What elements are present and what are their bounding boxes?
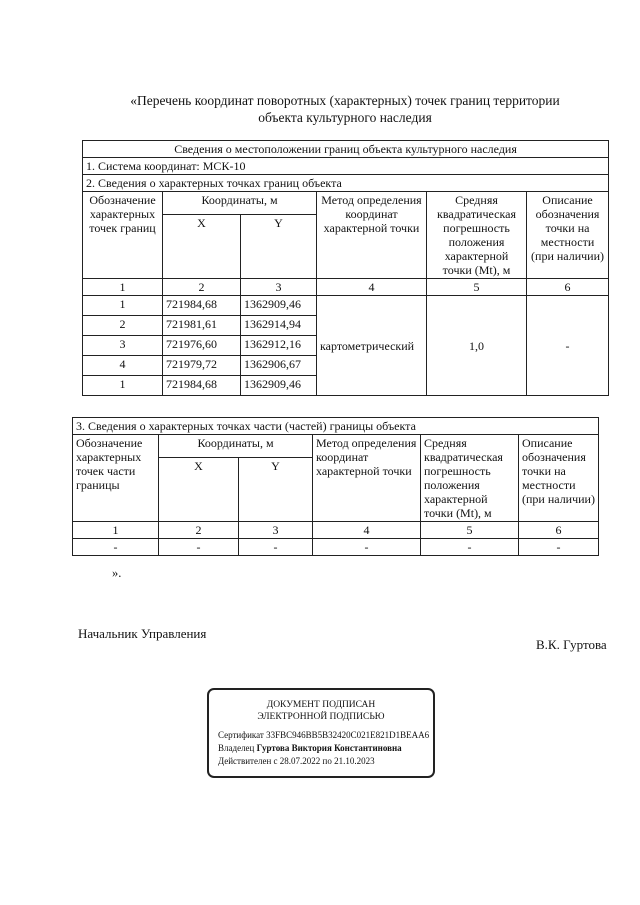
col-coords: Координаты, м xyxy=(159,435,313,458)
col-number-4: 4 xyxy=(317,279,427,296)
signer-name: В.К. Гуртова xyxy=(536,637,607,652)
col-y: Y xyxy=(241,215,317,279)
stamp-valid-value: с 28.07.2022 по 21.10.2023 xyxy=(273,756,375,766)
coordinate-system: 1. Система координат: МСК-10 xyxy=(83,158,609,175)
document-title xyxy=(110,92,580,126)
col-number-6: 6 xyxy=(519,522,599,539)
point-y: 1362912,16 xyxy=(241,336,317,356)
boundary-points-table xyxy=(82,140,609,396)
empty-cell: - xyxy=(239,539,313,556)
col-number-5: 5 xyxy=(427,279,527,296)
point-x: 721979,72 xyxy=(163,356,241,376)
signer-position: Начальник Управления xyxy=(78,626,207,641)
stamp-valid-label: Действителен xyxy=(218,756,272,766)
col-accuracy: Средняя квадратическая погрешность положения характерной точки (Mt), м xyxy=(427,192,527,279)
col-method: Метод определения координат характерной точки xyxy=(317,192,427,279)
point-number: 4 xyxy=(83,356,163,376)
accuracy-value: 1,0 xyxy=(427,296,527,396)
point-y: 1362909,46 xyxy=(241,296,317,316)
electronic-signature-stamp xyxy=(207,688,435,778)
stamp-cert-value: 33FBC946BB5B32420C021E821D1BEAA6 xyxy=(266,730,430,740)
stamp-line-2: ЭЛЕКТРОННОЙ ПОДПИСЬЮ xyxy=(257,712,385,722)
point-number: 1 xyxy=(83,296,163,316)
point-y: 1362914,94 xyxy=(241,316,317,336)
col-number-2: 2 xyxy=(163,279,241,296)
col-number-3: 3 xyxy=(241,279,317,296)
table1-header: Сведения о местоположении границ объекта культурного наследия xyxy=(83,141,609,158)
col-number-6: 6 xyxy=(527,279,609,296)
stamp-certificate xyxy=(218,730,433,741)
empty-cell: - xyxy=(519,539,599,556)
empty-cell: - xyxy=(73,539,159,556)
point-y: 1362909,46 xyxy=(241,376,317,396)
part-boundary-points-table xyxy=(72,417,599,556)
point-number: 1 xyxy=(83,376,163,396)
col-coords: Координаты, м xyxy=(163,192,317,215)
col-designation: Обозначение характерных точек границ xyxy=(83,192,163,279)
stamp-cert-label: Сертификат xyxy=(218,730,264,740)
col-number-5: 5 xyxy=(421,522,519,539)
point-number: 2 xyxy=(83,316,163,336)
empty-cell: - xyxy=(421,539,519,556)
empty-cell: - xyxy=(159,539,239,556)
empty-cell: - xyxy=(313,539,421,556)
point-x: 721984,68 xyxy=(163,296,241,316)
col-method: Метод определения координат характерной точки xyxy=(313,435,421,522)
point-number: 3 xyxy=(83,336,163,356)
method-value: картометрический xyxy=(317,296,427,396)
table-row xyxy=(83,296,609,316)
point-x: 721976,60 xyxy=(163,336,241,356)
col-description: Описание обозначения точки на местности (при наличии) xyxy=(519,435,599,522)
point-y: 1362906,67 xyxy=(241,356,317,376)
col-number-1: 1 xyxy=(73,522,159,539)
col-x: X xyxy=(163,215,241,279)
col-number-3: 3 xyxy=(239,522,313,539)
closing-quote: ». xyxy=(112,566,122,580)
col-accuracy: Средняя квадратическая погрешность положения характерной точки (Mt), м xyxy=(421,435,519,522)
column-number-row xyxy=(83,279,609,296)
stamp-validity xyxy=(218,756,433,767)
col-y: Y xyxy=(239,457,313,521)
col-description: Описание обозначения точки на местности (при наличии) xyxy=(527,192,609,279)
stamp-owner-label: Владелец xyxy=(218,743,255,753)
stamp-owner-value: Гуртова Виктория Константиновна xyxy=(256,743,402,753)
point-x: 721981,61 xyxy=(163,316,241,336)
col-number-2: 2 xyxy=(159,522,239,539)
point-x: 721984,68 xyxy=(163,376,241,396)
col-number-4: 4 xyxy=(313,522,421,539)
table-row xyxy=(73,539,599,556)
stamp-owner xyxy=(218,743,433,754)
stamp-heading xyxy=(209,699,433,723)
col-x: X xyxy=(159,457,239,521)
col-number-1: 1 xyxy=(83,279,163,296)
column-number-row xyxy=(73,522,599,539)
section-2-title: 2. Сведения о характерных точках границ объекта xyxy=(83,175,609,192)
description-value: - xyxy=(527,296,609,396)
title-line-1: «Перечень координат поворотных (характерных) точек границ территории xyxy=(130,93,560,108)
col-designation: Обозначение характерных точек части границы xyxy=(73,435,159,522)
section-3-title: 3. Сведения о характерных точках части (частей) границы объекта xyxy=(73,418,599,435)
stamp-line-1: ДОКУМЕНТ ПОДПИСАН xyxy=(266,700,376,710)
title-line-2: объекта культурного наследия xyxy=(258,110,432,125)
